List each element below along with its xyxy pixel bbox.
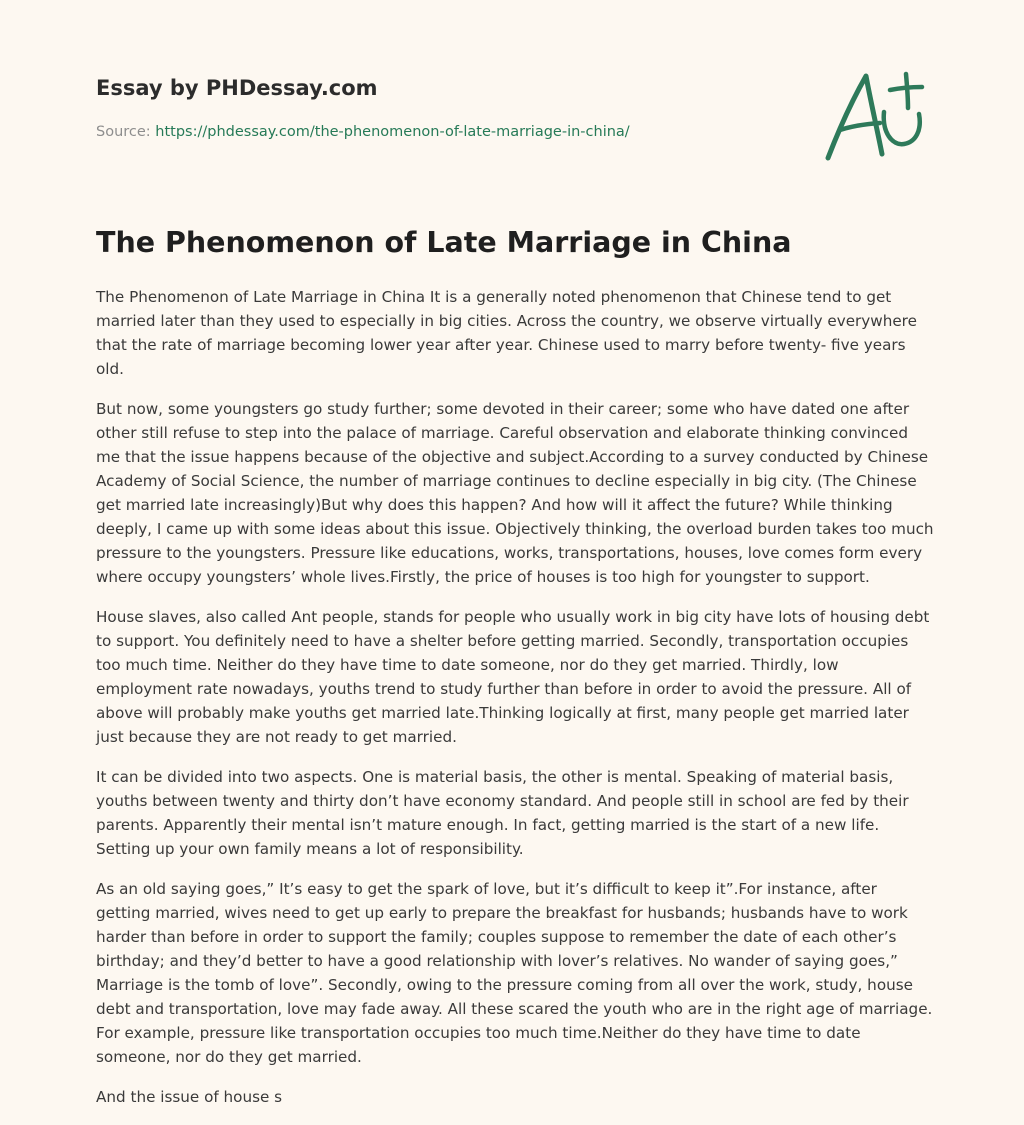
essay-paragraph: House slaves, also called Ant people, stands for people who usually work in big city have lots of housing debt to support. You definitely need to have a shelter before getting married. Secondly, transportation occupies too much time. Neither do they have time to date someone, nor do they get married. Thirdly, low employment rate nowadays, youths trend to study further than before in order to avoid the pressure. All of above will probably make youths get married late.Thinking logically at first, many people get married later just because they are not ready to get married. [96, 608, 930, 746]
a-plus-grade-logo-icon [822, 68, 928, 166]
essay-paragraph: The Phenomenon of Late Marriage in China It is a generally noted phenomenon that Chinese tend to get married later than they used to especially in big cities. Across the country, we observe virtually everywhere that the rate of marriage becoming lower year after year. Chinese used to marry before twenty- five years old. [96, 288, 917, 378]
source-line [96, 124, 630, 140]
source-link[interactable]: https://phdessay.com/the-phenomenon-of-late-marriage-in-china/ [155, 124, 630, 140]
essay-paragraph: As an old saying goes,” It’s easy to get the spark of love, but it’s difficult to keep it”.For instance, after getting married, wives need to get up early to prepare the breakfast for husbands; husbands have to work harder than before in order to support the family; couples suppose to remember the date of each other’s birthday; and they’d better to have a good relationship with lover’s relatives. No wander of saying goes,” Marriage is the tomb of love”. Secondly, owing to the pressure coming from all over the work, study, house debt and transportation, love may fade away. All these scared the youth who are in the right age of marriage. For example, pressure like transportation occupies too much time.Neither do they have time to date someone, nor do they get married. [96, 880, 933, 1066]
essay-body [96, 285, 934, 1125]
essay-paragraph: But now, some youngsters go study further; some devoted in their career; some who have dated one after other still refuse to step into the palace of marriage. Careful observation and elaborate thinking convinced me that the issue happens because of the objective and subject.According to a survey conducted by Chinese Academy of Social Science, the number of marriage continues to decline especially in big city. (The Chinese get married late increasingly)But why does this happen? And how will it affect the future? While thinking deeply, I came up with some ideas about this issue. Objectively thinking, the overload burden takes too much pressure to the youngsters. Pressure like educations, works, transportations, houses, love comes form every where occupy youngsters’ whole lives.Firstly, the price of houses is too high for youngster to support. [96, 400, 934, 586]
source-label: Source: [96, 124, 156, 140]
essay-paragraph: It can be divided into two aspects. One is material basis, the other is mental. Speaking of material basis, youths between twenty and thirty don’t have economy standard. And people still in school are fed by their parents. Apparently their mental isn’t mature enough. In fact, getting married is the start of a new life. Setting up your own family means a lot of responsibility. [96, 768, 909, 858]
site-brand: Essay by PHDessay.com [96, 76, 378, 100]
essay-title: The Phenomenon of Late Marriage in China [96, 226, 792, 259]
essay-paragraph: And the issue of house s [96, 1088, 283, 1106]
